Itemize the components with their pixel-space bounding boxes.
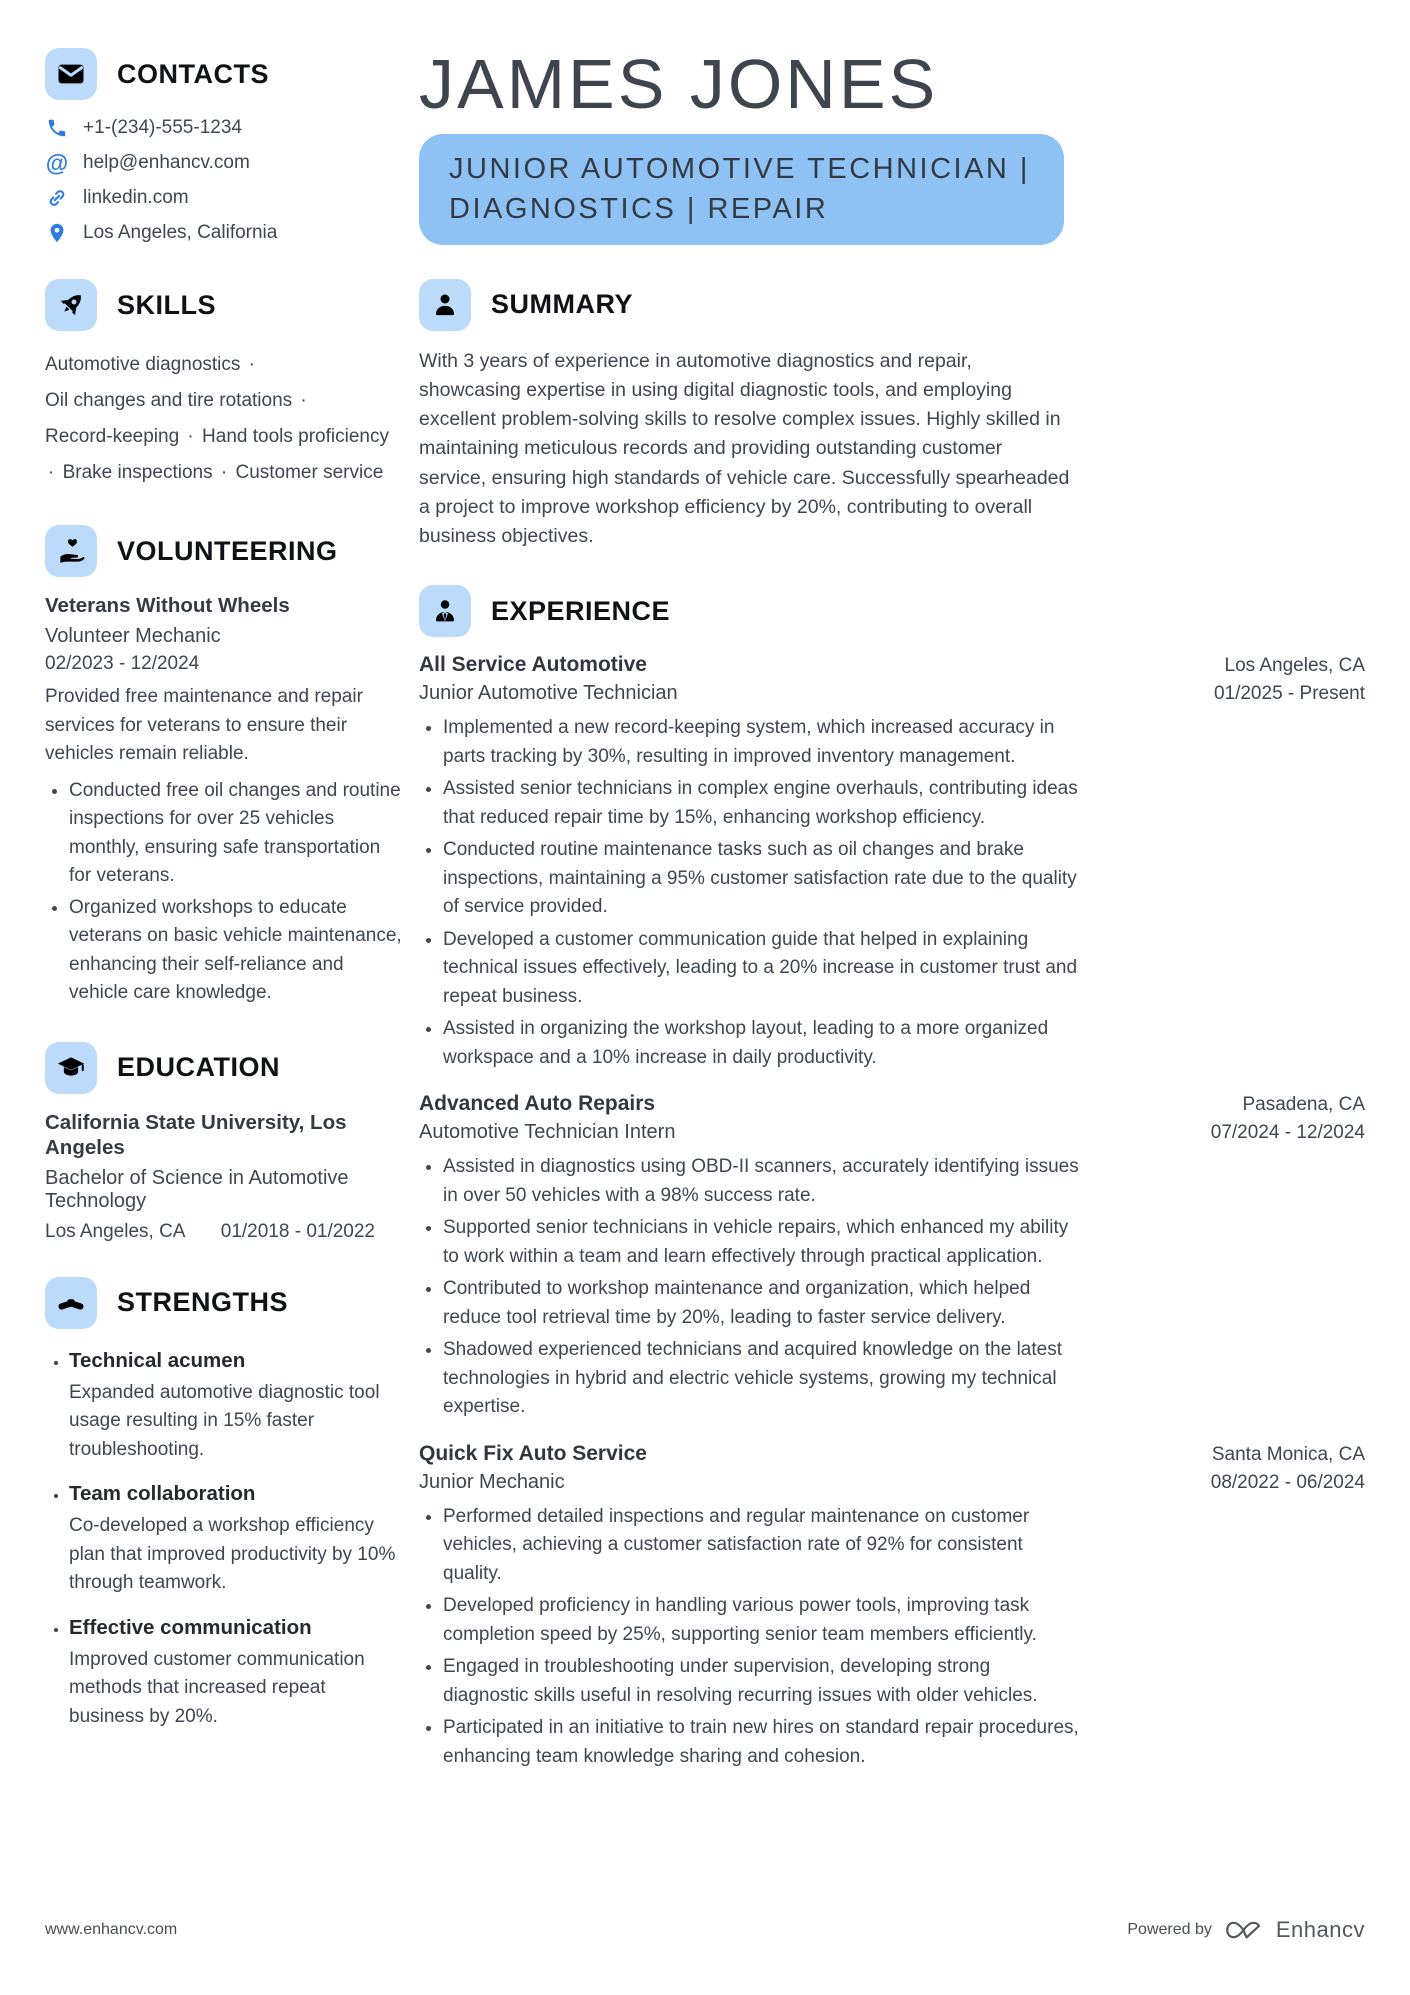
strengths-icon-chip — [45, 1277, 97, 1329]
skills-icon-chip — [45, 279, 97, 331]
summary-title: SUMMARY — [491, 289, 633, 320]
skill-item: Customer service — [235, 462, 384, 484]
job-subheader-row — [419, 682, 1365, 705]
job-dates: 01/2025 - Present — [1213, 683, 1365, 705]
link-icon — [45, 186, 69, 210]
strength-text: Expanded automotive diagnostic tool usage resulting in 15% faster troubleshooting. — [69, 1381, 380, 1460]
volunteer-bullet: • Organized workshops to educate veterans on basic vehicle maintenance, enhancing their self-reliance and vehicle care knowledge. — [69, 894, 403, 1008]
strength-title: • Effective communication — [69, 1615, 312, 1639]
job-company: All Service Automotive — [419, 653, 647, 677]
phone-icon — [45, 116, 69, 140]
strength-item — [69, 1482, 403, 1598]
graduation-cap-icon — [56, 1053, 86, 1083]
job-role: Junior Mechanic — [419, 1470, 565, 1493]
location-value: Los Angeles, California — [83, 222, 278, 243]
job-bullet: • Developed a customer communication guide that helped in explaining technical issues effectively, leading to a 20% increase in customer trust and repeat business. — [443, 926, 1079, 1012]
job-bullet: • Participated in an initiative to train new hires on standard repair procedures, enhancing team knowledge sharing and cohesion. — [443, 1714, 1079, 1771]
volunteer-role: Volunteer Mechanic — [45, 625, 221, 647]
contact-link-row — [45, 186, 403, 210]
job-company: Quick Fix Auto Service — [419, 1441, 647, 1465]
powered-by-label: Powered by — [1127, 1921, 1212, 1938]
job-title-badge: JUNIOR AUTOMOTIVE TECHNICIAN | DIAGNOSTICS | REPAIR — [419, 134, 1064, 245]
volunteer-organization: Veterans Without Wheels — [45, 594, 290, 618]
job-bullet-list — [419, 1503, 1079, 1772]
experience-section — [419, 585, 1365, 1771]
job-bullet: • Supported senior technicians in vehicle repairs, which enhanced my ability to work within a team and learn effectively through practical application. — [443, 1214, 1079, 1271]
skills-header — [45, 279, 403, 331]
contacts-header — [45, 48, 403, 100]
volunteer-bullet: • Conducted free oil changes and routine inspections for over 25 vehicles monthly, ensuring safe transportation for veterans. — [69, 777, 403, 891]
job-bullet: • Assisted in diagnostics using OBD-II scanners, accurately identifying issues in over 50 vehicles with a 98% success rate. — [443, 1153, 1079, 1210]
experience-header — [419, 585, 1365, 637]
skill-item: Record-keeping — [45, 426, 180, 448]
contacts-section — [45, 48, 403, 245]
experience-entry — [419, 1442, 1365, 1772]
summary-section — [419, 279, 1365, 552]
envelope-icon — [56, 59, 86, 89]
experience-entry — [419, 1092, 1365, 1422]
experience-title: EXPERIENCE — [491, 595, 671, 626]
powered-by-block — [1127, 1917, 1365, 1943]
job-header-row — [419, 1442, 1365, 1466]
education-school: California State University, Los Angeles — [45, 1110, 347, 1160]
strengths-section — [45, 1277, 403, 1732]
contact-phone-row — [45, 116, 403, 140]
skill-item: Oil changes and tire rotations — [45, 390, 293, 412]
candidate-name: JAMES JONES — [419, 45, 939, 123]
strength-text: Co-developed a workshop efficiency plan that improved productivity by 10% through teamwork. — [69, 1515, 396, 1594]
job-location: Pasadena, CA — [1242, 1094, 1365, 1116]
strength-title: • Team collaboration — [69, 1482, 256, 1506]
volunteer-bullet-list — [45, 777, 403, 1008]
job-bullet: • Shadowed experienced technicians and acquired knowledge on the latest technologies in hybrid and electric vehicle systems, growing my technical expertise. — [443, 1336, 1079, 1422]
volunteering-section — [45, 525, 403, 1007]
skill-item: Automotive diagnostics — [45, 354, 241, 375]
footer-website-link[interactable]: www.enhancv.com — [45, 1921, 178, 1938]
contact-location-row — [45, 221, 403, 245]
education-section — [45, 1042, 403, 1243]
education-degree: Bachelor of Science in Automotive Technology — [45, 1166, 349, 1212]
page-footer — [45, 1917, 1365, 1943]
volunteer-dates: 02/2023 - 12/2024 — [45, 653, 200, 674]
job-bullet: • Developed proficiency in handling various power tools, improving task completion speed by 25%, supporting senior team members efficiently. — [443, 1592, 1079, 1649]
job-bullet: • Assisted in organizing the workshop layout, leading to a more organized workspace and a 10% increase in daily productivity. — [443, 1015, 1079, 1072]
heart-in-hand-icon — [56, 536, 86, 566]
job-subheader-row — [419, 1121, 1365, 1144]
person-icon — [430, 290, 460, 320]
summary-icon-chip — [419, 279, 471, 331]
job-bullet: • Assisted senior technicians in complex engine overhauls, contributing ideas that reduced repair time by 15%, enhancing workshop efficiency. — [443, 775, 1079, 832]
job-role: Junior Automotive Technician — [419, 682, 678, 705]
job-role: Automotive Technician Intern — [419, 1121, 676, 1144]
summary-header — [419, 279, 1365, 331]
strength-text: Improved customer communication methods that increased repeat business by 20%. — [69, 1648, 365, 1727]
strengths-header — [45, 1277, 403, 1329]
volunteering-header — [45, 525, 403, 577]
job-header-row — [419, 1092, 1365, 1116]
education-dates: 01/2018 - 01/2022 — [220, 1220, 375, 1242]
skills-list: Automotive diagnostics · Oil changes and tire rotations · Record-keeping · Hand tools proficiency · Brake inspections · Customer service — [45, 347, 403, 491]
experience-entry — [419, 653, 1365, 1072]
enhancv-brand-name[interactable]: Enhancv — [1275, 1917, 1365, 1942]
job-bullet: • Conducted routine maintenance tasks such as oil changes and brake inspections, maintaining a 95% customer satisfaction rate due to the quality of service provided. — [443, 836, 1079, 922]
volunteer-description: Provided free maintenance and repair services for veterans to ensure their vehicles remain reliable. — [45, 686, 363, 764]
skills-section — [45, 279, 403, 491]
job-dates: 07/2024 - 12/2024 — [1210, 1122, 1365, 1144]
enhancv-logo-icon — [1224, 1917, 1264, 1943]
handshake-icon — [56, 1288, 86, 1318]
job-location: Los Angeles, CA — [1224, 655, 1365, 677]
email-value[interactable]: help@enhancv.com — [83, 152, 250, 173]
experience-icon-chip — [419, 585, 471, 637]
contact-email-row — [45, 151, 403, 175]
job-bullet: • Implemented a new record-keeping system, which increased accuracy in parts tracking by 30%, resulting in improved inventory management. — [443, 714, 1079, 771]
strength-item — [69, 1616, 403, 1732]
strength-title: • Technical acumen — [69, 1348, 246, 1372]
education-icon-chip — [45, 1042, 97, 1094]
rocket-icon — [56, 290, 86, 320]
right-column — [419, 45, 1365, 1791]
volunteering-icon-chip — [45, 525, 97, 577]
strength-item — [69, 1349, 403, 1465]
job-subheader-row — [419, 1471, 1365, 1494]
contacts-title: CONTACTS — [117, 58, 269, 89]
job-bullet: • Contributed to workshop maintenance and organization, which helped reduce tool retrieval time by 20%, leading to faster service delivery. — [443, 1275, 1079, 1332]
skill-item: Brake inspections — [62, 462, 213, 484]
skill-item: Hand tools proficiency — [202, 426, 389, 448]
link-value[interactable]: linkedin.com — [83, 187, 189, 208]
job-header-row — [419, 653, 1365, 677]
job-company: Advanced Auto Repairs — [419, 1092, 656, 1116]
job-dates: 08/2022 - 06/2024 — [1210, 1471, 1365, 1493]
education-meta-row — [45, 1221, 403, 1243]
strengths-list — [45, 1349, 403, 1732]
job-bullet-list — [419, 1153, 1079, 1422]
person-tie-icon — [430, 596, 460, 626]
job-location: Santa Monica, CA — [1211, 1443, 1365, 1465]
education-header — [45, 1042, 403, 1094]
contacts-icon-chip — [45, 48, 97, 100]
skills-title: SKILLS — [117, 289, 217, 320]
job-bullet: • Performed detailed inspections and regular maintenance on customer vehicles, achieving a customer satisfaction rate of 92% for consistent quality. — [443, 1503, 1079, 1589]
at-sign-icon: @ — [45, 149, 69, 176]
strengths-title: STRENGTHS — [117, 1287, 289, 1318]
education-location: Los Angeles, CA — [45, 1220, 186, 1242]
education-title: EDUCATION — [117, 1052, 280, 1082]
map-pin-icon — [45, 221, 69, 245]
left-column — [45, 48, 403, 1791]
phone-value[interactable]: +1-(234)-555-1234 — [83, 117, 242, 138]
volunteering-title: VOLUNTEERING — [117, 535, 338, 566]
summary-paragraph: With 3 years of experience in automotive diagnostics and repair, showcasing expertise in using digital diagnostic tools, and employing excellent problem-solving skills to resolve complex issues. Highly skilled in maintaining meticulous records and providing outstanding customer service, ensuring high standards of vehicle care. Successfully spearheaded a project to improve workshop efficiency by 20%, contributing to overall business objectives. — [419, 349, 1070, 548]
job-bullet-list — [419, 714, 1079, 1072]
job-bullet: • Engaged in troubleshooting under supervision, developing strong diagnostic skills useful in resolving recurring issues with older vehicles. — [443, 1653, 1079, 1710]
